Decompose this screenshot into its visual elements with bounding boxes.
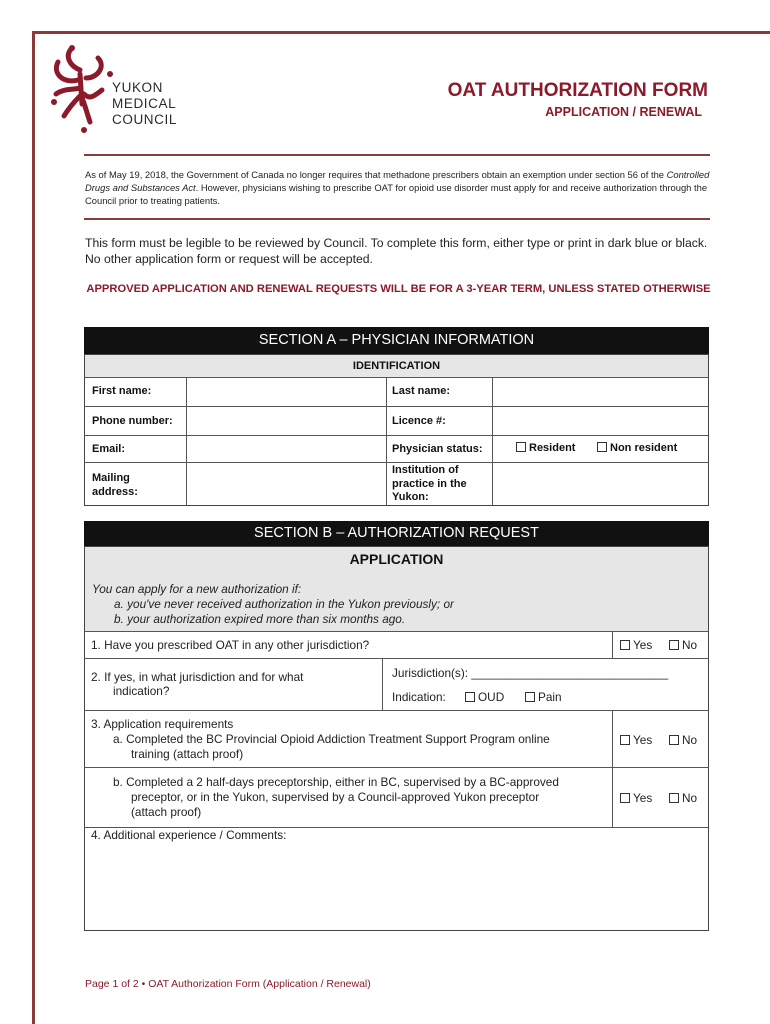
q3b-yes-option[interactable]: [620, 791, 652, 805]
col-line: [612, 710, 613, 827]
apply-condition-b: b. your authorization expired more than six months ago.: [114, 612, 406, 626]
pain-checkbox[interactable]: [525, 692, 535, 702]
divider-top: [84, 154, 710, 156]
q3b-yes-label: Yes: [633, 791, 653, 805]
notice-act-name: Controlled Drugs and Substances Act: [85, 169, 710, 193]
mailing-line-1: Mailing: [92, 472, 130, 484]
last-name-field[interactable]: [494, 379, 708, 404]
q3a-no-label: No: [682, 733, 698, 747]
row-line: [84, 710, 709, 711]
q3a-no-option[interactable]: [669, 733, 697, 747]
licence-label: Licence #:: [392, 415, 446, 427]
phone-field[interactable]: [188, 408, 384, 433]
section-a-header: SECTION A – PHYSICIAN INFORMATION: [84, 327, 709, 354]
page-frame-top: [32, 31, 770, 34]
question-3: 3. Application requirements: [91, 717, 234, 731]
q3a-yes-option[interactable]: [620, 733, 652, 747]
q3a-yes-label: Yes: [633, 733, 653, 747]
q1-yes-option[interactable]: [620, 638, 652, 652]
mailing-address-field[interactable]: [188, 464, 384, 505]
first-name-label: First name:: [92, 385, 152, 397]
email-label: Email:: [92, 443, 126, 455]
non-resident-label: Non resident: [610, 442, 678, 454]
col-line: [382, 658, 383, 710]
oud-option[interactable]: [465, 690, 504, 704]
q3b-no-label: No: [682, 791, 698, 805]
mailing-address-label: [92, 471, 138, 499]
identification-subheader: IDENTIFICATION: [85, 355, 708, 377]
question-3b-line-1: b. Completed a 2 half-days preceptorship, either in BC, supervised by a BC-approved: [113, 775, 559, 789]
mailing-line-2: address:: [92, 486, 138, 498]
logo-line-3: COUNCIL: [112, 112, 177, 127]
logo-line-2: MEDICAL: [112, 96, 177, 111]
question-2-line-1: 2. If yes, in what jurisdiction and for what: [91, 670, 304, 684]
oud-checkbox[interactable]: [465, 692, 475, 702]
yukon-medical-council-logo-icon: [50, 44, 114, 134]
row-line: [84, 435, 709, 436]
question-4: 4. Additional experience / Comments:: [91, 828, 287, 842]
row-line: [84, 462, 709, 463]
last-name-label: Last name:: [392, 385, 451, 397]
row-line: [84, 658, 709, 659]
pain-option[interactable]: [525, 690, 562, 704]
resident-label: Resident: [529, 442, 576, 454]
q3b-no-checkbox[interactable]: [669, 793, 679, 803]
phone-label: Phone number:: [92, 415, 173, 427]
application-subheader: APPLICATION: [349, 551, 444, 567]
institution-field[interactable]: [494, 464, 708, 505]
question-2-line-2: indication?: [113, 684, 170, 698]
q1-yes-checkbox[interactable]: [620, 640, 630, 650]
notice-paragraph: [85, 168, 710, 207]
comments-field[interactable]: [86, 846, 707, 929]
indication-label: Indication:: [392, 690, 446, 704]
oud-label: OUD: [478, 690, 505, 704]
question-3a-line-1: a. Completed the BC Provincial Opioid Addiction Treatment Support Program online: [113, 732, 550, 746]
institution-line-1: Institution of: [392, 464, 459, 476]
logo-wordmark: [112, 80, 177, 128]
question-1: 1. Have you prescribed OAT in any other jurisdiction?: [91, 638, 370, 652]
row-line: [84, 406, 709, 407]
col-line: [492, 377, 493, 506]
row-line: [84, 631, 709, 632]
institution-line-3: Yukon:: [392, 491, 429, 503]
q1-yes-label: Yes: [633, 638, 653, 652]
institution-label: [392, 464, 467, 505]
resident-checkbox[interactable]: [516, 442, 526, 452]
q1-no-checkbox[interactable]: [669, 640, 679, 650]
physician-status-label: Physician status:: [392, 443, 483, 455]
jurisdiction-field[interactable]: Jurisdiction(s): ______________________________: [392, 666, 669, 680]
col-line: [386, 377, 387, 506]
page-frame-left: [32, 31, 35, 1024]
notice-text-1: As of May 19, 2018, the Government of Canada no longer requires that methadone prescribers obtain an exemption under section 56 of the: [85, 169, 667, 180]
q1-no-label: No: [682, 638, 698, 652]
licence-field[interactable]: [494, 408, 708, 433]
q3b-no-option[interactable]: [669, 791, 697, 805]
form-subtitle: APPLICATION / RENEWAL: [545, 105, 702, 119]
approved-term-notice: APPROVED APPLICATION AND RENEWAL REQUESTS WILL BE FOR A 3-YEAR TERM, UNLESS STATED OTHERWISE: [86, 283, 711, 295]
question-3b-line-2: preceptor, or in the Yukon, supervised by a Council-approved Yukon preceptor: [131, 790, 540, 804]
non-resident-checkbox[interactable]: [597, 442, 607, 452]
question-3b-line-3: (attach proof): [131, 805, 202, 819]
col-line: [186, 377, 187, 506]
logo-line-1: YUKON: [112, 80, 164, 95]
institution-line-2: practice in the: [392, 477, 467, 490]
q1-no-option[interactable]: [669, 638, 697, 652]
row-line: [84, 767, 709, 768]
question-3a-line-2: training (attach proof): [131, 747, 244, 761]
resident-option[interactable]: [516, 442, 575, 454]
pain-label: Pain: [538, 690, 562, 704]
notice-text-2: . However, physicians wishing to prescribe OAT for opioid use disorder must apply for and receive authorization through the Council prior to treating patients.: [85, 182, 708, 206]
q3b-yes-checkbox[interactable]: [620, 793, 630, 803]
form-title: OAT AUTHORIZATION FORM: [447, 80, 708, 101]
intro-paragraph: This form must be legible to be reviewed by Council. To complete this form, either type or print in dark blue or black. No other application form or request will be accepted.: [85, 236, 708, 266]
apply-condition-a: a. you've never received authorization in the Yukon previously; or: [114, 597, 454, 611]
col-line: [612, 631, 613, 658]
row-line: [84, 377, 709, 378]
section-b-header: SECTION B – AUTHORIZATION REQUEST: [84, 521, 709, 546]
divider-middle: [84, 218, 710, 220]
email-field[interactable]: [188, 437, 384, 460]
page-footer: Page 1 of 2 • OAT Authorization Form (Application / Renewal): [85, 978, 371, 990]
q3a-yes-checkbox[interactable]: [620, 735, 630, 745]
non-resident-option[interactable]: [597, 442, 677, 454]
apply-intro: You can apply for a new authorization if:: [92, 582, 302, 596]
first-name-field[interactable]: [188, 379, 384, 404]
q3a-no-checkbox[interactable]: [669, 735, 679, 745]
